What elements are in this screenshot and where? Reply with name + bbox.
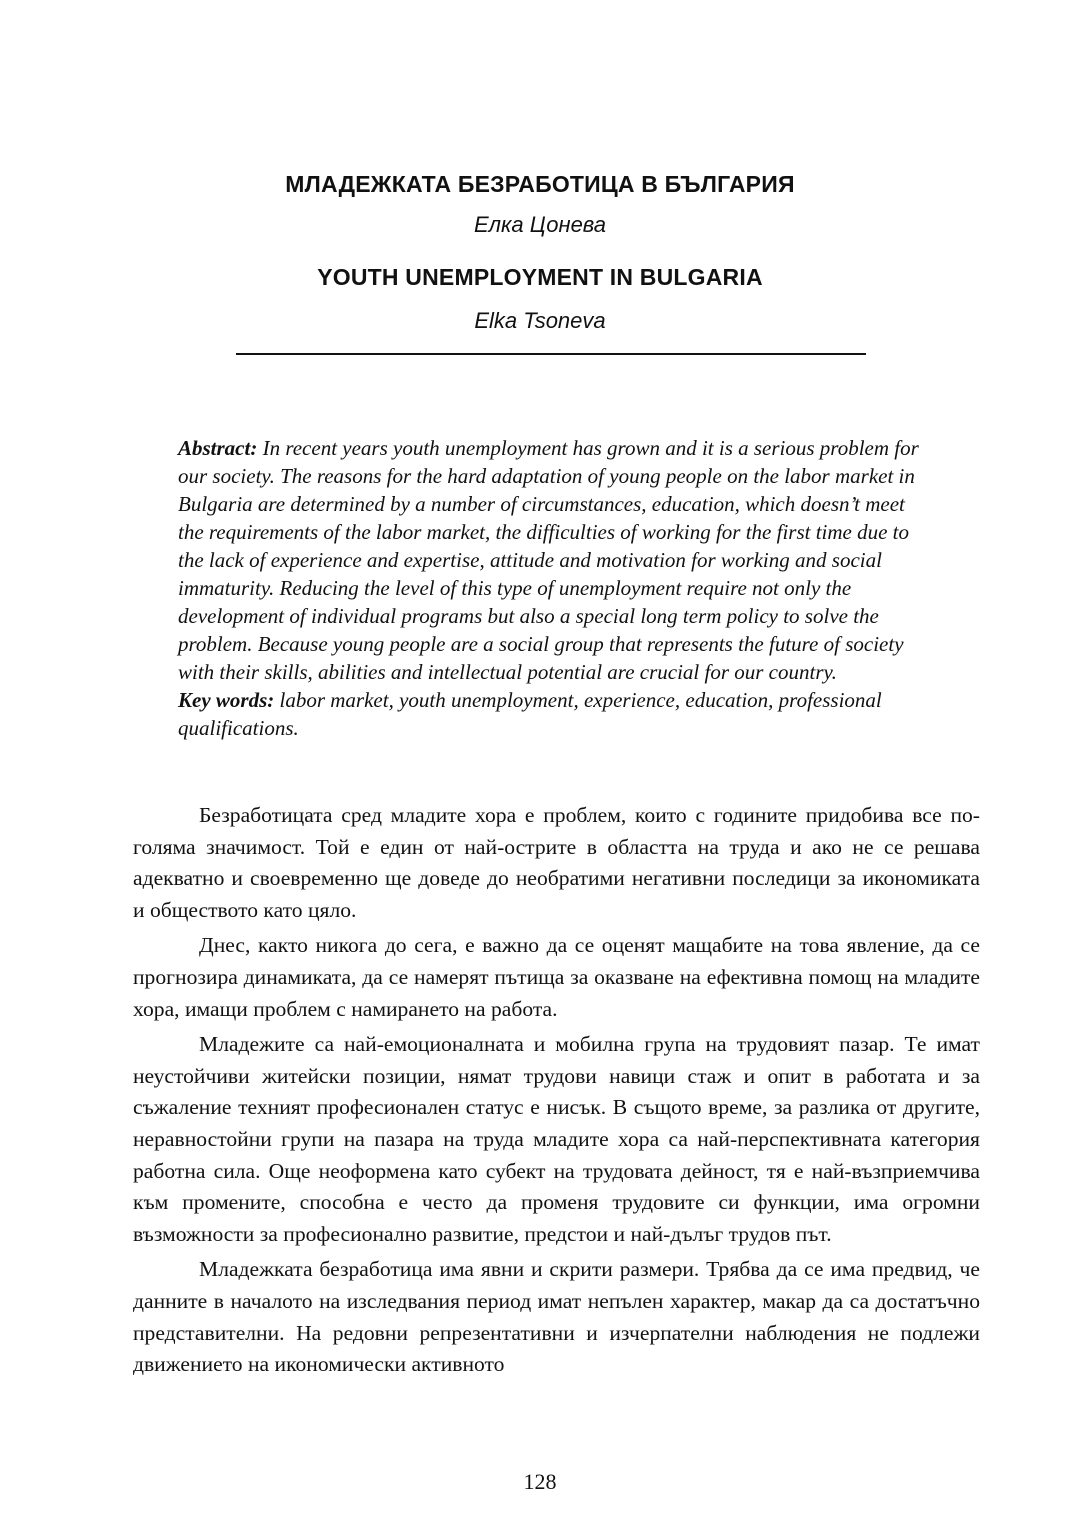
author-bulgarian: Елка Цонева [473, 212, 607, 237]
author-english: Elka Tsoneva [474, 308, 606, 333]
keywords-paragraph [178, 686, 934, 742]
body-paragraph-2: Днес, както никога до сега, е важно да се оценят мащабите на това явление, да се прогнозира динамиката, да се намерят пътища за оказване на ефективна помощ на младите хора, имащи проблем с намирането на работа. [133, 933, 980, 1021]
keywords-label: Key words: [178, 688, 275, 712]
body-paragraph-3: Младежите са най-емоционалната и мобилна група на трудовият пазар. Те имат неустойчиви житейски позиции, нямат трудови навици стаж и опит в работата и за съжаление техният професионален статус е нисък. В същото време, за разлика от другите, неравностойни групи на пазара на труда младите хора са най-перспективната категория работна сила. Още неоформена като субект на трудовата дейност, тя е най-възприемчива към промените, способна е често да променя трудовите си функции, има огромни възможности за професионално развитие, предстои и най-дълъг трудов път. [133, 1032, 980, 1246]
body-text [133, 800, 980, 1385]
title-english: YOUTH UNEMPLOYMENT IN BULGARIA [317, 264, 763, 290]
body-paragraph-4: Младежката безработица има явни и скрити размери. Трябва да се има предвид, че данните в началото на изследвания период имат непълен характер, макар да са достатъчно представителни. На редовни репрезентативни и изчерпателни наблюдения не подлежи движението на икономически активното [133, 1257, 980, 1377]
title-divider [236, 353, 866, 355]
abstract-block [178, 434, 934, 742]
title-bulgarian: МЛАДЕЖКАТА БЕЗРАБОТИЦА В БЪЛГАРИЯ [285, 171, 795, 197]
page-number: 128 [523, 1469, 557, 1494]
abstract-text: In recent years youth unemployment has grown and it is a serious problem for our society. The reasons for the hard adaptation of young people on the labor market in Bulgaria are determined by a number of circumstances, education, which doesn’t meet the requirements of the labor market, the difficulties of working for the first time due to the lack of experience and expertise, attitude and motivation for working and social immaturity. Reducing the level of this type of unemployment require not only the development of individual programs but also a special long term policy to solve the problem. Because young people are a social group that represents the future of society with their skills, abilities and intellectual potential are crucial for our country. [178, 436, 919, 684]
body-paragraph-1: Безработицата сред младите хора е проблем, които с годините придобива все по-голяма значимост. Той е един от най-острите в областта на труда и ако не се решава адекватно и своевременно ще доведе до необратими негативни последици за икономиката и обществото като цяло. [133, 803, 980, 922]
abstract-label: Abstract: [178, 436, 258, 460]
abstract-paragraph [178, 434, 934, 686]
keywords-text: labor market, youth unemployment, experience, education, professional qualifications. [178, 688, 882, 740]
